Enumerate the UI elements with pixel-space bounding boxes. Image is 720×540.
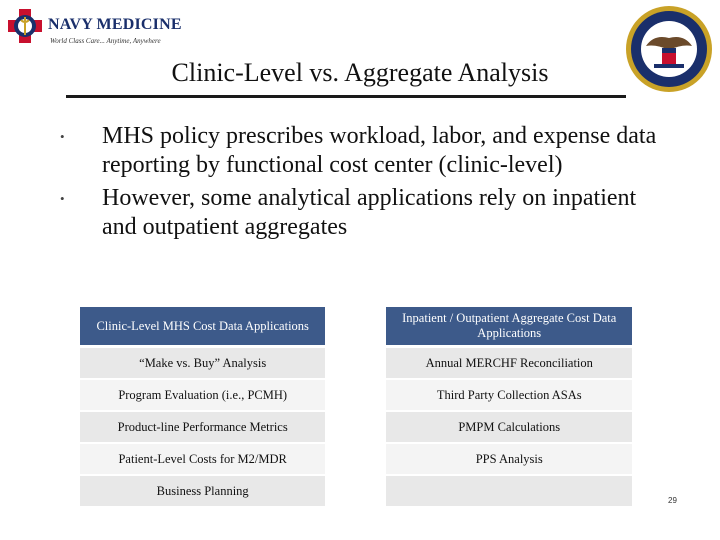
table-header-row [80, 307, 632, 348]
table-cell: Third Party Collection ASAs [386, 380, 632, 412]
table-row [80, 476, 632, 508]
bullet-text: MHS policy prescribes workload, labor, and expense data reporting by functional cost center (clinic-level) [102, 123, 657, 178]
navy-medicine-logo [6, 6, 182, 54]
bullet-icon: • [60, 129, 65, 144]
table-cell: PMPM Calculations [386, 412, 632, 444]
bullet-icon: • [60, 191, 65, 206]
table-cell: Business Planning [80, 476, 325, 508]
logo-title: NAVY MEDICINE [48, 16, 182, 33]
bullet-text: However, some analytical applications rely on inpatient and outpatient aggregates [102, 185, 637, 240]
table-cell: Product-line Performance Metrics [80, 412, 325, 444]
medical-cross-icon [6, 6, 50, 54]
column-gap [325, 348, 386, 380]
slide-title: Clinic-Level vs. Aggregate Analysis [171, 58, 549, 87]
column-gap [325, 380, 386, 412]
applications-table [80, 307, 632, 508]
column-gap [325, 412, 386, 444]
table-cell: Annual MERCHF Reconciliation [386, 348, 632, 380]
table-row [80, 380, 632, 412]
page-number: 29 [668, 496, 677, 505]
logo-tagline: World Class Care... Anytime, Anywhere [50, 37, 161, 45]
bullet-item [58, 122, 658, 180]
table-row [80, 444, 632, 476]
table-cell: Patient-Level Costs for M2/MDR [80, 444, 325, 476]
header-clinic-level: Clinic-Level MHS Cost Data Applications [80, 307, 325, 348]
column-gap [325, 444, 386, 476]
title-divider [66, 95, 626, 98]
table-cell: Program Evaluation (i.e., PCMH) [80, 380, 325, 412]
table-row [80, 348, 632, 380]
table-cell: PPS Analysis [386, 444, 632, 476]
column-gap [325, 476, 386, 508]
bullet-list [58, 122, 658, 246]
table-cell: “Make vs. Buy” Analysis [80, 348, 325, 380]
table-row [80, 412, 632, 444]
bullet-item [58, 184, 658, 242]
table-cell [386, 476, 632, 508]
header-aggregate: Inpatient / Outpatient Aggregate Cost Data Applications [386, 307, 632, 348]
column-gap [325, 307, 386, 348]
